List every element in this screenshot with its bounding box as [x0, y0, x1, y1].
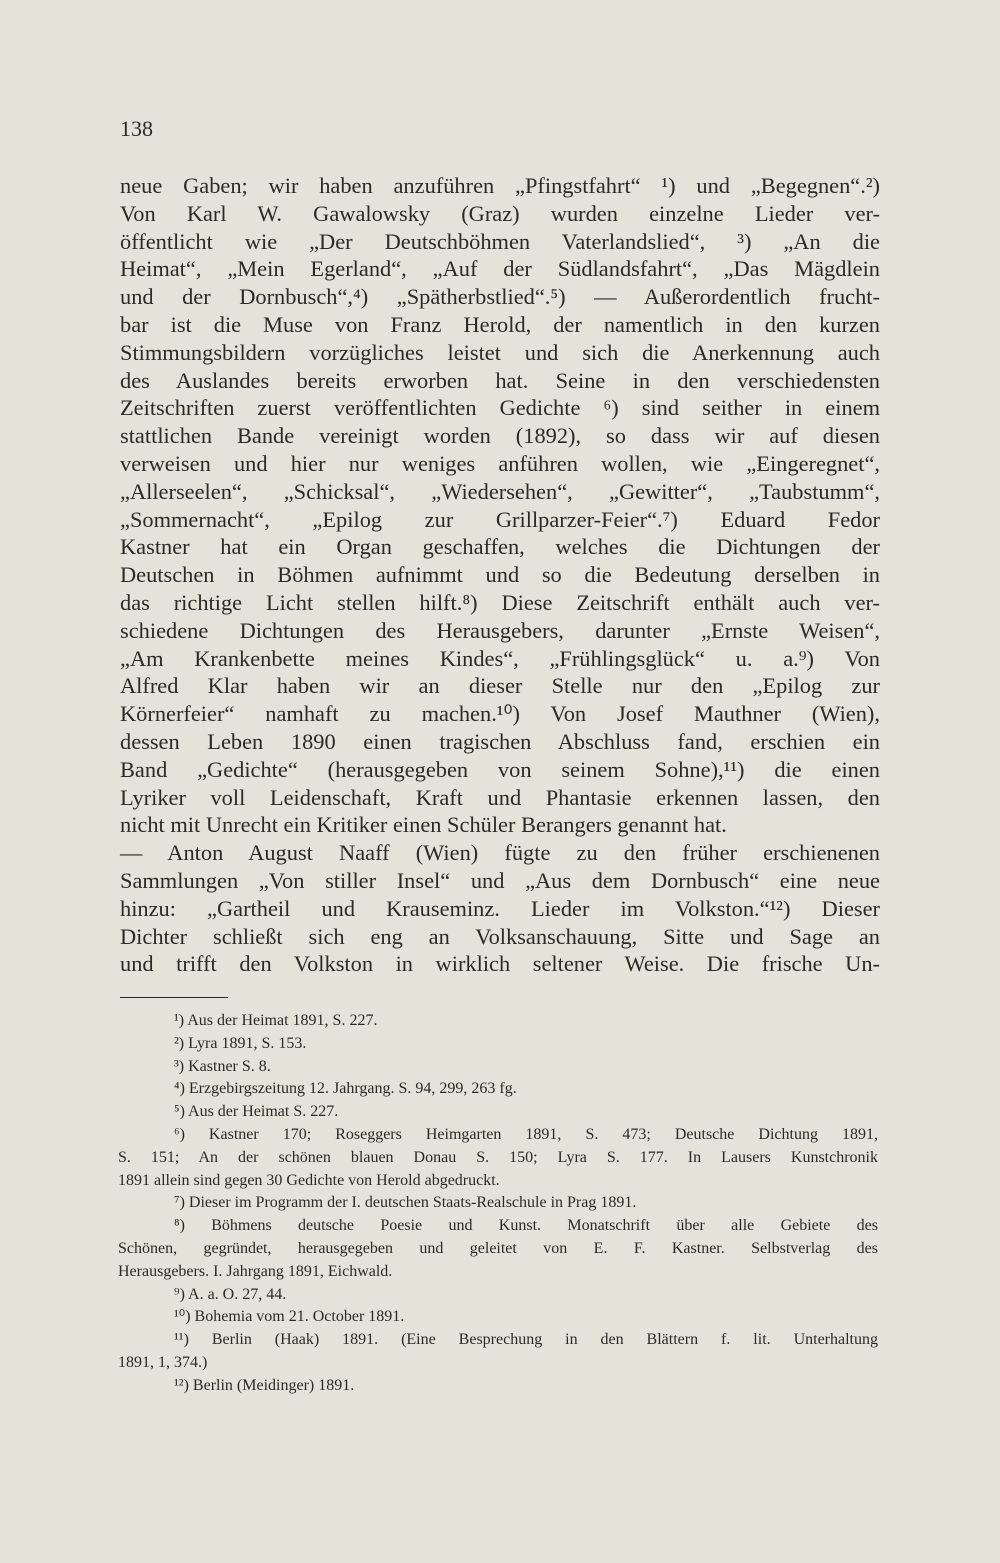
footnote: ¹²) Berlin (Meidinger) 1891. [174, 1376, 355, 1394]
body-line: hinzu: „Gartheil und Krauseminz. Lieder im Volkston.“¹²) Dieser [120, 895, 880, 921]
body-line: Lyriker voll Leidenschaft, Kraft und Phantasie erkennen lassen, den [120, 784, 880, 810]
footnote-separator [120, 997, 228, 998]
page-number: 138 [120, 116, 153, 141]
body-line: Sammlungen „Von stiller Insel“ und „Aus dem Dornbusch“ eine neue [120, 867, 880, 893]
body-line: bar ist die Muse von Franz Herold, der namentlich in den kurzen [120, 311, 880, 337]
body-line: des Auslandes bereits erworben hat. Seine in den verschiedensten [120, 367, 880, 393]
footnote: ¹) Aus der Heimat 1891, S. 227. [174, 1012, 378, 1029]
body-line: stattlichen Bande vereinigt worden (1892), so dass wir auf diesen [120, 423, 880, 449]
footnote: ⁷) Dieser im Programm der I. deutschen Staats-Realschule in Prag 1891. [174, 1194, 637, 1212]
footnote: ¹⁰) Bohemia vom 21. October 1891. [174, 1308, 405, 1326]
footnote: ⁵) Aus der Heimat S. 227. [174, 1103, 339, 1121]
footnote-continuation: Herausgebers. I. Jahrgang 1891, Eichwald. [118, 1262, 393, 1280]
body-line: schiedene Dichtungen des Herausgebers, darunter „Ernste Weisen“, [120, 617, 880, 643]
body-line: „Allerseelen“, „Schicksal“, „Wiedersehen“, „Gewitter“, „Taubstumm“, [120, 478, 880, 504]
body-line: das richtige Licht stellen hilft.⁸) Diese Zeitschrift enthält auch ver- [120, 589, 880, 615]
body-line: Stimmungsbildern vorzügliches leistet und sich die Anerkennung auch [120, 339, 880, 365]
body-line: neue Gaben; wir haben anzuführen „Pfingstfahrt“ ¹) und „Begegnen“.²) [120, 173, 880, 198]
body-text [120, 172, 880, 978]
footnotes [118, 1010, 878, 1398]
body-line: Körnerfeier“ namhaft zu machen.¹⁰) Von Josef Mauthner (Wien), [120, 701, 880, 727]
footnote-continuation: 1891, 1, 374.) [118, 1353, 208, 1371]
body-line: — Anton August Naaff (Wien) fügte zu den früher erschienenen [120, 840, 880, 866]
body-line: Deutschen in Böhmen aufnimmt und so die Bedeutung derselben in [120, 562, 880, 588]
body-line: Kastner hat ein Organ geschaffen, welches die Dichtungen der [120, 534, 880, 560]
footnote: ⁹) A. a. O. 27, 44. [174, 1285, 287, 1303]
body-line: „Sommernacht“, „Epilog zur Grillparzer-Feier“.⁷) Eduard Fedor [120, 506, 880, 532]
body-line: Band „Gedichte“ (herausgegeben von seinem Sohne),¹¹) die einen [120, 756, 880, 782]
body-line: und der Dornbusch“,⁴) „Spätherbstlied“.⁵) — Außerordentlich frucht- [120, 284, 880, 310]
body-line: dessen Leben 1890 einen tragischen Abschluss fand, erschien ein [120, 728, 880, 754]
body-line: Zeitschriften zuerst veröffentlichten Gedichte ⁶) sind seither in einem [120, 395, 880, 421]
footnote: ³) Kastner S. 8. [174, 1057, 271, 1075]
body-line: verweisen und hier nur weniges anführen wollen, wie „Eingeregnet“, [120, 450, 880, 476]
footnote: ⁶) Kastner 170; Roseggers Heimgarten 1891, S. 473; Deutsche Dichtung 1891, [174, 1125, 878, 1143]
body-line: Dichter schließt sich eng an Volksanschauung, Sitte und Sage an [120, 923, 880, 949]
footnote-continuation: Schönen, gegründet, herausgegeben und geleitet von E. F. Kastner. Selbstverlag des [118, 1239, 878, 1257]
footnote: ²) Lyra 1891, S. 153. [174, 1034, 307, 1052]
footnote-continuation: S. 151; An der schönen blauen Donau S. 150; Lyra S. 177. In Lausers Kunstchronik [118, 1148, 878, 1166]
footnote: ⁴) Erzgebirgszeitung 12. Jahrgang. S. 94, 299, 263 fg. [174, 1080, 517, 1098]
body-line: nicht mit Unrecht ein Kritiker einen Schüler Berangers genannt hat. [120, 812, 727, 838]
footnote: ⁸) Böhmens deutsche Poesie und Kunst. Monatschrift über alle Gebiete des [174, 1217, 878, 1235]
footnote: ¹¹) Berlin (Haak) 1891. (Eine Besprechung in den Blättern f. lit. Unterhaltung [174, 1331, 878, 1349]
body-line: Alfred Klar haben wir an dieser Stelle nur den „Epilog zur [120, 673, 880, 699]
body-line: „Am Krankenbette meines Kindes“, „Frühlingsglück“ u. a.⁹) Von [120, 645, 880, 671]
body-line: öffentlicht wie „Der Deutschböhmen Vaterlandslied“, ³) „An die [120, 228, 880, 254]
body-line: und trifft den Volkston in wirklich seltener Weise. Die frische Un- [120, 951, 880, 977]
body-line: Heimat“, „Mein Egerland“, „Auf der Südlandsfahrt“, „Das Mägdlein [120, 256, 880, 282]
body-line: Von Karl W. Gawalowsky (Graz) wurden einzelne Lieder ver- [120, 200, 880, 226]
footnote-continuation: 1891 allein sind gegen 30 Gedichte von Herold abgedruckt. [118, 1171, 500, 1189]
